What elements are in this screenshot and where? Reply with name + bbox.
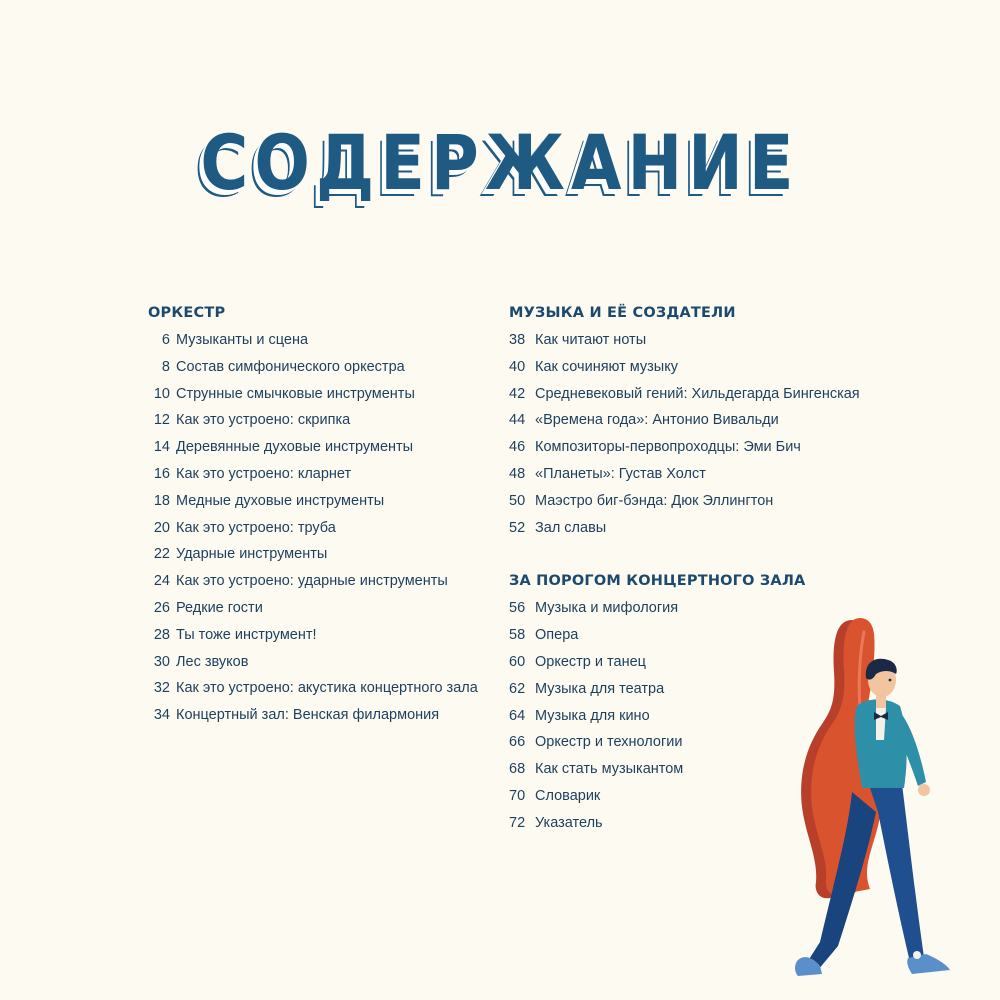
toc-page-number: 56 bbox=[509, 600, 526, 617]
toc-item-label: Как это устроено: ударные инструменты bbox=[176, 573, 448, 590]
toc-item-label: Как это устроено: скрипка bbox=[176, 412, 351, 429]
toc-item[interactable] bbox=[148, 492, 498, 519]
toc-page-number: 40 bbox=[509, 358, 526, 375]
toc-item[interactable] bbox=[509, 411, 889, 438]
toc-page-number: 44 bbox=[509, 412, 526, 429]
toc-item-label: Состав симфонического оркестра bbox=[176, 358, 405, 375]
toc-page-number: 68 bbox=[509, 761, 526, 778]
toc-item[interactable] bbox=[148, 331, 498, 358]
toc-item-label: Музыка и мифология bbox=[535, 600, 679, 617]
toc-item[interactable] bbox=[509, 358, 889, 385]
toc-page-number: 72 bbox=[509, 814, 526, 831]
toc-page-number: 70 bbox=[509, 787, 526, 804]
toc-item-label: Музыканты и сцена bbox=[176, 332, 309, 348]
toc-page-number: 12 bbox=[153, 412, 170, 429]
toc-item[interactable] bbox=[509, 492, 889, 519]
toc-page-number: 60 bbox=[509, 653, 526, 670]
toc-item-label: Композиторы-первопроходцы: Эми Бич bbox=[535, 439, 801, 456]
toc-item-label: Как читают ноты bbox=[535, 332, 647, 348]
toc-page-number: 50 bbox=[509, 492, 526, 509]
toc-page-number: 10 bbox=[153, 385, 170, 402]
toc-page-number: 34 bbox=[153, 707, 170, 724]
toc-item-label: Опера bbox=[535, 627, 579, 644]
section-heading-music-creators: МУЗЫКА И ЕЁ СОЗДАТЕЛИ bbox=[509, 305, 736, 321]
cellist-with-case-illustration bbox=[790, 612, 980, 997]
toc-item[interactable] bbox=[148, 626, 498, 653]
toc-item-label: Оркестр и технологии bbox=[535, 734, 683, 751]
toc-item[interactable] bbox=[148, 411, 498, 438]
toc-page-number: 18 bbox=[153, 492, 170, 509]
page-title: СОДЕРЖАНИЕ bbox=[200, 118, 800, 207]
socks bbox=[913, 951, 921, 959]
toc-item[interactable] bbox=[509, 438, 889, 465]
section-heading-orchestra: ОРКЕСТР bbox=[148, 305, 226, 321]
toc-page-number: 22 bbox=[153, 546, 170, 563]
toc-item-label: Словарик bbox=[535, 787, 601, 804]
toc-item[interactable] bbox=[148, 545, 498, 572]
toc-page-number: 8 bbox=[161, 358, 170, 375]
toc-item[interactable] bbox=[148, 653, 498, 680]
toc-item-label: Как это устроено: акустика концертного зала bbox=[176, 680, 478, 697]
toc-page-number: 24 bbox=[153, 573, 170, 590]
toc-item[interactable] bbox=[148, 599, 498, 626]
section-heading-beyond-concert-hall: ЗА ПОРОГОМ КОНЦЕРТНОГО ЗАЛА bbox=[509, 573, 806, 590]
section-spacer bbox=[509, 545, 889, 572]
toc-page-number: 14 bbox=[153, 439, 170, 456]
toc-item-label: Как сочиняют музыку bbox=[535, 358, 678, 375]
toc-item-label: Средневековый гений: Хильдегарда Бингенская bbox=[535, 385, 860, 402]
toc-item[interactable] bbox=[148, 679, 498, 706]
toc-page-number: 58 bbox=[509, 627, 526, 644]
toc-item-label: Маэстро биг-бэнда: Дюк Эллингтон bbox=[535, 492, 774, 509]
toc-item-label: Лес звуков bbox=[176, 653, 249, 670]
toc-item[interactable] bbox=[148, 706, 498, 733]
toc-item-label: Указатель bbox=[535, 814, 603, 831]
toc-item[interactable] bbox=[509, 331, 889, 358]
toc-item-label: «Времена года»: Антонио Вивальди bbox=[535, 412, 779, 429]
toc-item-label: Как это устроено: кларнет bbox=[176, 465, 352, 482]
hand bbox=[918, 784, 930, 796]
toc-item-label: Как стать музыкантом bbox=[535, 761, 684, 778]
toc-item-label: Оркестр и танец bbox=[535, 653, 646, 670]
toc-item[interactable] bbox=[148, 572, 498, 599]
toc-page-number: 28 bbox=[153, 626, 170, 643]
eye bbox=[889, 679, 892, 682]
toc-list-orchestra bbox=[148, 331, 498, 733]
toc-item[interactable] bbox=[509, 519, 889, 546]
toc-page-number: 38 bbox=[509, 332, 526, 348]
toc-page-number: 66 bbox=[509, 734, 526, 751]
toc-page-number: 20 bbox=[153, 519, 170, 536]
toc-page-number: 52 bbox=[509, 519, 526, 536]
toc-item[interactable] bbox=[148, 465, 498, 492]
toc-item-label: Музыка для театра bbox=[535, 680, 665, 697]
toc-page-number: 64 bbox=[509, 707, 526, 724]
toc-item-label: Зал славы bbox=[535, 519, 607, 536]
toc-page-number: 62 bbox=[509, 680, 526, 697]
toc-page-number: 42 bbox=[509, 385, 526, 402]
toc-item-label: Музыка для кино bbox=[535, 707, 650, 724]
toc-page-number: 46 bbox=[509, 439, 526, 456]
toc-page-number: 32 bbox=[153, 680, 170, 697]
toc-item[interactable] bbox=[148, 385, 498, 412]
toc-item[interactable] bbox=[148, 358, 498, 385]
toc-item-label: Ты тоже инструмент! bbox=[176, 626, 317, 643]
toc-page-number: 6 bbox=[161, 332, 170, 348]
toc-column-left bbox=[148, 304, 498, 733]
toc-item[interactable] bbox=[148, 519, 498, 546]
toc-item[interactable] bbox=[509, 465, 889, 492]
toc-item-label: Ударные инструменты bbox=[176, 546, 328, 563]
toc-item[interactable] bbox=[509, 385, 889, 412]
toc-item-label: Струнные смычковые инструменты bbox=[176, 385, 415, 402]
toc-item-label: Концертный зал: Венская филармония bbox=[176, 707, 440, 724]
toc-item-label: «Планеты»: Густав Холст bbox=[535, 465, 706, 482]
toc-item-label: Как это устроено: труба bbox=[176, 519, 336, 536]
toc-item-label: Медные духовые инструменты bbox=[176, 492, 385, 509]
toc-page-number: 30 bbox=[153, 653, 170, 670]
toc-page-number: 48 bbox=[509, 465, 526, 482]
toc-item[interactable] bbox=[148, 438, 498, 465]
toc-item-label: Деревянные духовые инструменты bbox=[176, 439, 414, 456]
toc-page-number: 26 bbox=[153, 599, 170, 616]
toc-item-label: Редкие гости bbox=[176, 599, 263, 616]
toc-page-number: 16 bbox=[153, 465, 170, 482]
toc-list-music-creators bbox=[509, 331, 889, 545]
